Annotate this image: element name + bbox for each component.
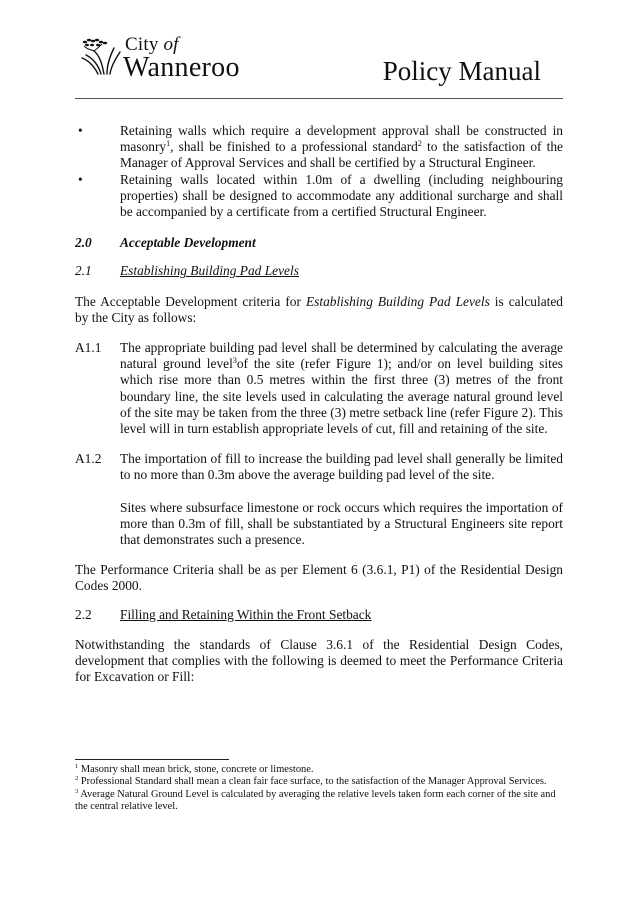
clause-text-part: The appropriate building pad level shall be determined by calculating the average natural ground level (120, 340, 563, 372)
clause-a1-2 (75, 451, 563, 548)
clause-text (120, 340, 563, 437)
header-divider (75, 98, 563, 99)
bullet-item (75, 172, 563, 221)
page-header (75, 28, 563, 98)
section-number: 2.1 (75, 263, 92, 279)
section-number: 2.2 (75, 606, 92, 622)
clause-number: A1.1 (75, 340, 102, 356)
footnote-text: Masonry shall mean brick, stone, concrete or limestone. (78, 764, 314, 775)
clause-a1-1 (75, 340, 563, 437)
bullet-icon: • (78, 123, 83, 138)
section-number: 2.0 (75, 235, 92, 251)
section-title: Acceptable Development (120, 235, 256, 251)
bullet-text: , shall be finished to a professional standard (170, 139, 418, 155)
org-of-label: of (163, 34, 179, 55)
clause-text (120, 451, 563, 548)
footnote-mark: 1 (75, 763, 79, 770)
org-name-line2: Wanneroo (123, 52, 240, 83)
section-heading-2-0 (75, 235, 563, 251)
intro-text: is calculated by the City as follows: (75, 293, 564, 325)
intro-emphasis: Establishing Building Pad Levels (305, 293, 490, 309)
kangaroo-paw-plant-icon (80, 36, 124, 76)
clause-paragraph: Sites where subsurface limestone or rock occurs which requires the importation of more than 0.3m of fill, shall be substantiated by a Structural Engineers site report that demonstrates such a presence. (120, 499, 563, 548)
document-body (75, 123, 563, 685)
footnote-3 (75, 789, 563, 814)
section-2-2-intro: Notwithstanding the standards of Clause 3.6.1 of the Residential Design Codes, development that complies with the following is deemed to meet the Performance Criteria for Excavation or Fill: (75, 636, 563, 685)
clause-paragraph: The importation of fill to increase the building pad level shall generally be limited to no more than 0.3m above the average building pad level of the site. (120, 451, 563, 483)
footnotes (75, 764, 563, 814)
section-2-1-intro (75, 294, 563, 326)
footnote-ref: 3 (232, 356, 237, 366)
footnote-ref: 2 (417, 139, 422, 149)
clause-number: A1.2 (75, 451, 102, 467)
clause-text-part: of the site (refer Figure 1); and/or on level building sites which rise more than 0.5 metres within the first three (3) metres of the front boundary line, the site levels used in calculating the average natural ground level of the site may be taken from the three (3) metre setback line (refer Figure 2). This level will in turn establish appropriate levels of cut, fill and retaining of the site. (120, 356, 563, 437)
section-heading-2-1 (75, 263, 563, 279)
footnote-divider (75, 759, 229, 760)
footnote-1 (75, 764, 563, 776)
section-title: Establishing Building Pad Levels (120, 263, 299, 279)
intro-text: The Acceptable Development criteria for (75, 293, 306, 309)
bullet-text: Retaining walls located within 1.0m of a dwelling (including neighbouring properties) shall be designed to accommodate any additional surcharge and shall be accompanied by a certificate from a certified Structural Engineer. (120, 171, 563, 220)
footnote-ref: 1 (166, 139, 171, 149)
performance-criteria-text: The Performance Criteria shall be as per Element 6 (3.6.1, P1) of the Residential Design Codes 2000. (75, 562, 563, 594)
bullet-icon: • (78, 171, 83, 187)
section-title: Filling and Retaining Within the Front Setback (120, 606, 372, 622)
section-heading-2-2 (75, 607, 563, 623)
org-city-label: City (125, 34, 159, 55)
footnote-2 (75, 776, 563, 788)
bullet-item (75, 123, 563, 172)
footnote-mark: 3 (75, 787, 79, 795)
footnote-text: Average Natural Ground Level is calculated by averaging the relative levels taken form each corner of the site and the central relative level. (75, 788, 556, 813)
footnote-text: Professional Standard shall mean a clean fair face surface, to the satisfaction of the Manager Approval Services. (78, 776, 547, 788)
bullet-text: Retaining walls which require a development approval shall be constructed in masonry (120, 123, 563, 155)
bullet-text: to the satisfaction of the Manager of Approval Services and shall be certified by a Structural Engineer. (120, 139, 563, 171)
footnote-mark: 2 (75, 775, 79, 783)
document-title: Policy Manual (382, 56, 541, 86)
